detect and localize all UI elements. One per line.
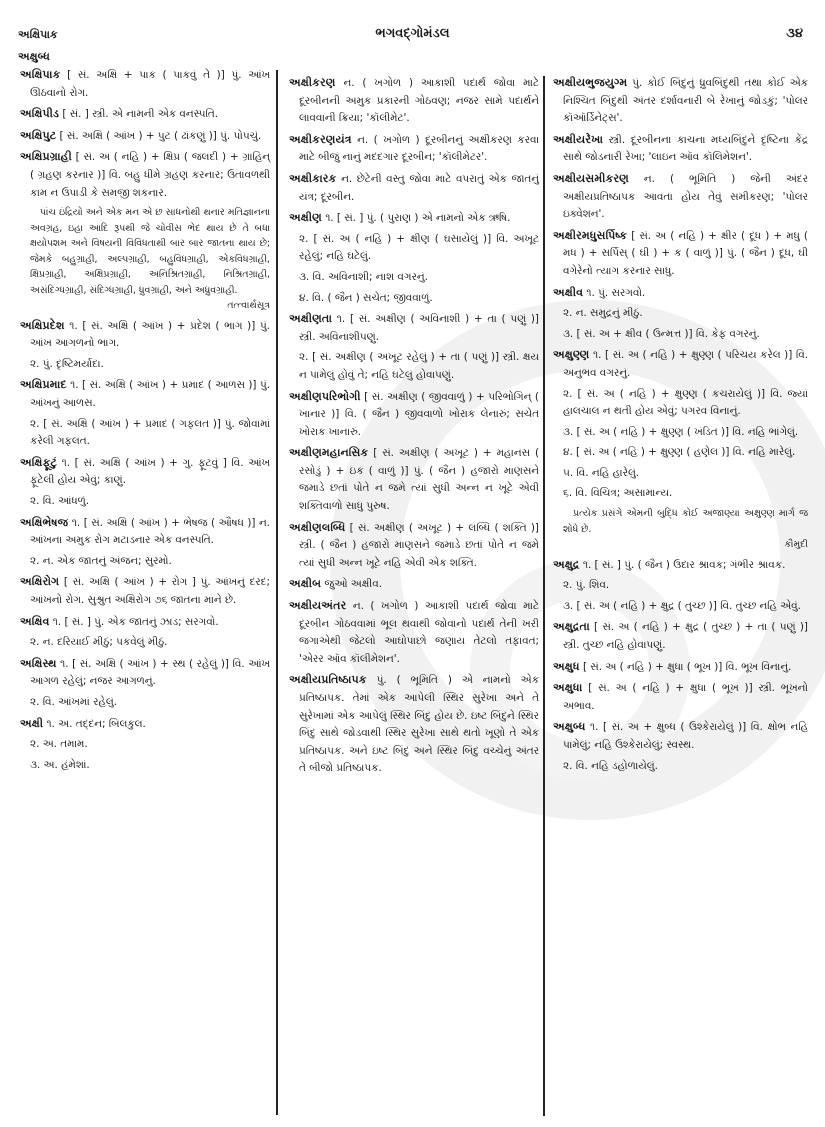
definition: પું. ( ભૂમિતિ ) એ નામનો એક પ્રતિષ્ઠાપક. તેમાં એક આપેલી સ્થિર સુરેખા અને તે સુરેખામાં એક આપેલું સ્થિર બિંદુ હોય છે. ઇષ્ટ બિંદુને સ્થિર બિંદુ સાથે જોડવાથી સ્થિર સુરેખા સાથે થતો ખૂણો તે એક પ્રતિષ્ઠાપક. અને ઇષ્ટ બિંદુ અને સ્થિર બિંદુ વચ્ચેનું અંતર તે બીજો પ્રતિષ્ઠાપક. bbox=[299, 674, 539, 775]
definition: [ સં. અ ( નહિ ) + ક્ષિપ્ર ( જલદી ) + ગ્રાહિન્ ( ગ્રહણ કરનાર )] વિ. બહુ ધીમે ગ્રહણ કરનાર; ઉતાવળથી કામ ન ઉપાડી કે સમજી શકનાર. bbox=[30, 151, 270, 199]
headword: અક્ષિફૂટું bbox=[20, 455, 57, 469]
definition: ૧. [ સં. અક્ષિ ( આંખ ) + પ્રદેશ ( ભાગ )] પું. આંખ આગળનો ભાગ. bbox=[30, 319, 270, 350]
definition: [ સં. ] સ્ત્રી. એ નામની એક વનસ્પતિ. bbox=[62, 108, 219, 121]
headword: અક્ષીણમહાનસિક bbox=[289, 446, 369, 460]
sense: ૨. અ. તમામ. bbox=[30, 738, 88, 751]
definition: ૧. પું. સરગવો. bbox=[586, 286, 646, 299]
sense: ૨. [ સં. અક્ષિ ( આંખ ) + પ્રમાદ ( ગફલત )] પું. જોવામાં કરેલી ગફલત. bbox=[30, 417, 270, 448]
dictionary-entry bbox=[553, 170, 808, 224]
page-number: ૩૪ bbox=[786, 26, 803, 41]
sense: ૨. ન. એક જાતનું અંજન; સુરમો. bbox=[30, 554, 172, 567]
headword: અક્ષિપાક bbox=[20, 68, 61, 81]
quote-text: પાંચ ઇંદ્રિયો અને એક મન એ છ સાધનોથી થનાર મતિજ્ઞાનના અવગ્રહ, ઇહા આદિ રૂપથી જે ચોવીસ ભેદ થાય છે તે બધા ક્ષયોપશમ અને વિષયની વિવિધતાથી બાર બાર જાતના થાય છે; જેમકે બહુગ્રાહી, અલ્પગ્રાહી, બહુવિધગ્રાહી, એકવિધગ્રાહી, ક્ષિપ્રગ્રાહી, અક્ષિપ્રગ્રાહી, અનિશ્રિતગ્રાહી, નિશ્રિતગ્રાહી, અસંદિગ્ધગ્રાહી, સંદિગ્ધગ્રાહી, ધ્રુવગ્રાહી, અને અધ્રુવગ્રાહી. bbox=[30, 207, 270, 296]
dictionary-entry bbox=[20, 454, 270, 490]
definition: [ સં. અ ( નહિ ) + ક્ષુધા ( ભૂખ )] સ્ત્રી. ભૂખનો અભાવ. bbox=[563, 682, 808, 712]
sense: ૩. [ સં. અ ( નહિ ) + ક્ષુદ્ર ( તુચ્છ )] વિ. તુચ્છ નહિ એવું. bbox=[563, 599, 801, 612]
quote-source: તત્ત્વાર્થસૂત્ર bbox=[227, 300, 270, 312]
dictionary-entry bbox=[289, 209, 539, 228]
dictionary-entry bbox=[553, 718, 808, 754]
definition: ૧. [ સં. અક્ષિ ( આંખ ) + ભેષજ ( ઔષધ )] ન. આંખના અમુક રોગ મટાડનાર એક વનસ્પતિ. bbox=[30, 516, 270, 547]
quote-text: પ્રત્યેક પ્રસંગે એમની બુદ્ધિ કોઈ અજાણ્યા અક્ષુણ્ણ માર્ગ જ શોધે છે. bbox=[563, 508, 808, 535]
headword: અક્ષીયપ્રતિષ્ઠાપક bbox=[289, 673, 367, 687]
definition: ૧. [ સં. ] પું. ( પુરાણ ) એ નામનો એક ઋષિ. bbox=[325, 212, 511, 225]
dictionary-entry bbox=[289, 575, 539, 594]
headword: અક્ષુધા bbox=[553, 681, 583, 695]
dictionary-entry bbox=[289, 388, 539, 442]
dictionary-entry bbox=[289, 671, 539, 778]
dictionary-entry bbox=[289, 444, 539, 515]
usage-quote bbox=[563, 506, 808, 553]
headword: અક્ષિપ્રદેશ bbox=[20, 318, 65, 332]
dictionary-entry bbox=[20, 715, 270, 734]
sense: ૨. પું. દૃષ્ટિમર્યાદા. bbox=[30, 357, 104, 370]
sense: ૫. વિ. નહિ હારેલું. bbox=[563, 466, 640, 479]
dictionary-entry bbox=[553, 658, 808, 677]
headword: અક્ષીણપરિભોગી bbox=[289, 389, 361, 403]
definition: [ સં. અક્ષીણ ( જીવવાળું ) + પરિભોગિન્ ( ખાનાર )] વિ. ( જૈન ) જીવવાળો ખોરાક લેનારું; સચેત ખોરાક ખાનારું. bbox=[299, 390, 539, 438]
sense: ૨. વિ. નહિ ડહોળાયેલું. bbox=[563, 759, 658, 772]
definition: ન. ( ભૂમિતિ ) જેની અંદર અક્ષીયપ્રતિષ્ઠાપક આવતા હોય તેવું સમીકરણ; 'પોલર ઇક્વેશન'. bbox=[563, 172, 808, 221]
guide-word-left: અક્ષિપાક bbox=[18, 28, 58, 41]
quote-source: કૌમુદી bbox=[784, 539, 808, 551]
guide-word-right: અક્ષુબ્ધ bbox=[18, 50, 50, 63]
headword: અક્ષીબ bbox=[289, 577, 322, 591]
definition: [ સં. અ ( નહિ ) + ક્ષીર ( દૂધ ) + મધુ ( મધ ) + સર્પિસ્ ( ઘી ) + ક ( વાળું )] પું. ( જૈન ) દૂધ, ઘી વગેરેનો ત્યાગ કરનાર સાધુ. bbox=[563, 229, 808, 277]
dictionary-entry bbox=[20, 376, 270, 412]
page-header bbox=[0, 26, 825, 48]
dictionary-entry bbox=[20, 127, 270, 146]
dictionary-entry bbox=[553, 227, 808, 281]
definition: [ સં. અક્ષિ ( આંખ ) + રોગ ] પું. આંખનું દરદ; આંખનો રોગ. સુશ્રુત અક્ષિરોગ ૭૬ જાતના માને છે. bbox=[30, 576, 270, 606]
headword: અક્ષિસ્થ bbox=[20, 656, 57, 670]
dictionary-entry bbox=[553, 618, 808, 654]
headword: અક્ષીરમધુસર્પિષ્ક bbox=[553, 228, 628, 242]
sense: ૬. વિ. વિચિત્ર; અસામાન્ય. bbox=[563, 487, 673, 500]
headword: અક્ષિપુટ bbox=[20, 128, 57, 142]
definition: ૧. [ સં. અક્ષિ ( આંખ ) + સ્થ ( રહેલું )] વિ. આંખ આગળ રહેલું; નજર આગળનું. bbox=[30, 657, 270, 688]
definition: જુઓ અક્ષીવ. bbox=[324, 578, 383, 591]
dictionary-column-2 bbox=[289, 74, 539, 781]
sense: ૨. ન. સમુદ્રનું મીઠું. bbox=[563, 307, 643, 320]
definition: [ સં. અ ( નહિ ) + ક્ષુધા ( ભૂખ )] વિ. ભૂખ વિનાનું. bbox=[582, 660, 792, 673]
definition: ૧. અ. તદ્દન; બિલકુલ. bbox=[46, 717, 146, 730]
definition: [ સં. અક્ષીણ ( અખૂટ ) + મહાનસ ( રસોડું ) + ઇક ( વાળું )] પું. ( જૈન ) હજારો માણસને જમાડે છતાં પોતે ન જમે ત્યાં સુધી અન્ન ન ખૂટે એવી શક્તિવાળો સાધુ પુરુષ. bbox=[299, 447, 539, 513]
definition: [ સં. અ ( નહિ ) + ક્ષુદ્ર ( તુચ્છ ) + તા ( પણું )] સ્ત્રી. તુચ્છ નહિ હોવાપણું. bbox=[563, 621, 808, 651]
definition: [ સં. અક્ષીણ ( અખૂટ ) + લબ્ધિ ( શક્તિ )] સ્ત્રી. ( જૈન ) હજારો માણસને જમાડે છતાં પોતે ન જમે ત્યાં સુધી અન્ન ખૂટે નહિ એવી એક શક્તિ. bbox=[299, 521, 539, 569]
headword: અક્ષીણતા bbox=[289, 312, 333, 326]
headword: અક્ષીકરણયંત્ર bbox=[289, 132, 352, 146]
sense: ૨. વિ. આંખમાં રહેલું. bbox=[30, 695, 117, 708]
column-divider bbox=[276, 70, 278, 1115]
dictionary-entry bbox=[20, 514, 270, 550]
headword: અક્ષીણલબ્ધિ bbox=[289, 520, 346, 534]
dictionary-entry bbox=[553, 556, 808, 575]
page-title: ભગવદ્ગોમંડલ bbox=[375, 26, 450, 41]
definition: ૧. [ સં. ] પું. ( જૈન ) ઉદાર શ્રાવક; ગંભીર શ્રાવક. bbox=[582, 558, 786, 571]
definition: [ સં. અક્ષિ ( આંખ ) + પુટ ( ઢાંકણું )] પું. પોપચું. bbox=[59, 129, 262, 142]
headword: અક્ષીયરેખા bbox=[553, 132, 604, 146]
dictionary-entry bbox=[20, 317, 270, 353]
dictionary-entry bbox=[289, 74, 539, 128]
dictionary-entry bbox=[289, 310, 539, 346]
definition: સ્ત્રી. દૂરબીનના કાચના મધ્યબિંદુને દૃષ્ટિના કેંદ્ર સાથે જોડનારી રેખા; 'લાઇન ઑવ કૉલિમેશન'. bbox=[563, 133, 808, 164]
headword: અક્ષીણ bbox=[289, 211, 322, 225]
headword: અક્ષીકરણ bbox=[289, 76, 336, 89]
sense: ૩. વિ. અવિનાશી; નાશ વગરનું. bbox=[299, 270, 428, 283]
dictionary-entry bbox=[553, 131, 808, 167]
dictionary-entry bbox=[553, 346, 808, 382]
dictionary-entry bbox=[20, 655, 270, 691]
definition: ન. ( ખગોળ ) આકાશી પદાર્થ જોવા માટે દૂરબીન ગોઠવવામાં ભૂલ થવાથી જોવાનો પદાર્થ તેની ખરી જગાએથી જેટલો આઘોપાછો જણાય તેટલો તફાવત; 'એરર ઑવ કૉલીમેશન'. bbox=[299, 600, 539, 665]
sense: ૨. [ સં. અ ( નહિ ) + ક્ષુણ્ણ ( કચરાયેલું )] વિ. જ્યાં હાલચાલ ન થતી હોય એવું; પગરવ વિનાનું. bbox=[563, 387, 808, 418]
definition: ૧. [ સં. અક્ષિ ( આંખ ) + પ્રમાદ ( આળસ )] પું. આંખનું આળસ. bbox=[30, 379, 270, 410]
headword: અક્ષીયભુજયુગ્મ bbox=[553, 76, 628, 89]
sense: ૪. વિ. ( જૈન ) સચેત; જીવવાળું. bbox=[299, 291, 433, 304]
dictionary-column-3 bbox=[553, 74, 808, 778]
dictionary-entry bbox=[553, 284, 808, 303]
dictionary-entry bbox=[289, 519, 539, 573]
definition: ૧. [ સં. અ ( નહિ ) + ક્ષુણ્ણ ( પરિચય કરેલ )] વિ. અનુભવ વગરનું. bbox=[563, 349, 808, 379]
headword: અક્ષિવ bbox=[20, 614, 50, 628]
sense: ૩. [ સં. અ + ક્ષીવ ( ઉન્મત્ત )] વિ. કેફ વગરનું. bbox=[563, 327, 760, 340]
headword: અક્ષિભેષજ bbox=[20, 515, 69, 529]
dictionary-entry bbox=[20, 66, 270, 102]
column-divider bbox=[543, 76, 545, 1116]
dictionary-entry bbox=[20, 105, 270, 124]
headword: અક્ષિપીડ bbox=[20, 107, 60, 121]
dictionary-entry bbox=[289, 131, 539, 167]
sense: ૨. ન. દરિયાઈ મીઠું; પકવેલું મીઠું. bbox=[30, 636, 168, 649]
dictionary-entry bbox=[289, 597, 539, 668]
headword: અક્ષુદ્રતા bbox=[553, 620, 590, 634]
headword: અક્ષિપ્રગ્રાહી bbox=[20, 150, 72, 164]
dictionary-column-1 bbox=[20, 66, 270, 777]
usage-quote bbox=[30, 205, 270, 314]
definition: ન. ( ખગોળ ) દૂરબીનનું અક્ષીકરણ કરવા માટે બીજું નાનું મદદગાર દૂરબીન; 'કૉલીમેટર'. bbox=[299, 133, 539, 164]
sense: ૨. પું. શિવ. bbox=[563, 579, 610, 592]
headword: અક્ષીવ bbox=[553, 285, 584, 299]
headword: અક્ષિપ્રમાદ bbox=[20, 378, 67, 392]
dictionary-entry bbox=[20, 573, 270, 609]
headword: અક્ષીયસમીકરણ bbox=[553, 171, 629, 185]
definition: પું. કોઈ બિંદુનું ધ્રુવબિંદુથી તથા કોઈ એક નિશ્ચિત બિંદુથી અંતર દર્શાવનારી બે રેખાનું જોડકું; 'પોલર કૉઑર્ડિનેટ્સ'. bbox=[563, 77, 808, 125]
headword: અક્ષુદ્ર bbox=[553, 557, 580, 571]
headword: અક્ષીકારક bbox=[289, 171, 337, 185]
headword: અક્ષુધ bbox=[553, 659, 580, 673]
definition: [ સં. અક્ષિ + પાક ( પાકવું તે )] પું. આંખ ઊઠવાનો રોગ. bbox=[30, 69, 270, 99]
definition: ૧. [ સં. ] પું. એક જાતનું ઝાડ; સરગવો. bbox=[52, 615, 219, 628]
definition: ૧. [ સં. અક્ષિ ( આંખ ) + ગુ. ફૂટવું ] વિ. આંખ ફૂટેલી હોય એવું; કાણું. bbox=[30, 456, 270, 487]
headword: અક્ષુબ્ધ bbox=[553, 720, 586, 734]
dictionary-entry bbox=[289, 170, 539, 206]
sense: ૨. [ સં. અક્ષીણ ( અખૂટ રહેલું ) + તા ( પણું )] સ્ત્રી. ક્ષય ન પામેલું હોવું તે; નહિ ઘટેલું હોવાપણું. bbox=[299, 351, 539, 381]
definition: ૧. [ સં. અ + ક્ષુબ્ધ ( ઉશ્કેરાયેલું )] વિ. ક્ષોભ નહિ પામેલું; નહિ ઉશ્કેરાયેલું; સ્વસ્થ. bbox=[563, 721, 808, 751]
dictionary-entry bbox=[553, 679, 808, 715]
definition: ૧. [ સં. અક્ષીણ ( અવિનાશી ) + તા ( પણું )] સ્ત્રી. અવિનાશીપણું. bbox=[299, 313, 539, 343]
definition: ન. છેટેની વસ્તુ જોવા માટે વપરાતું એક જાતનું યંત્ર; દૂરબીન. bbox=[299, 172, 539, 203]
sense: ૨. વિ. આંધળું. bbox=[30, 495, 89, 507]
sense: ૩. અ. હંમેશાં. bbox=[30, 758, 90, 771]
sense: ૪. [ સં. અ ( નહિ ) + ક્ષુણ્ણ ( હણેલ )] વિ. નહિ મારેલું. bbox=[563, 446, 796, 459]
dictionary-entry bbox=[553, 74, 808, 128]
definition: ન. ( ખગોળ ) આકાશી પદાર્થ જોવા માટે દૂરબીનની અમુક પ્રકારની ગોઠવણ; નજર સામે પદાર્થને લાવવાની ક્રિયા; 'કૉલીમેટ'. bbox=[299, 77, 539, 125]
headword: અક્ષીયઅંતર bbox=[289, 599, 347, 613]
sense: ૩. [ સં. અ ( નહિ ) + ક્ષુણ્ણ ( ખંડિત )] વિ. નહિ ભાંગેલું. bbox=[563, 425, 799, 438]
headword: અક્ષુણ્ણ bbox=[553, 348, 590, 362]
dictionary-entry bbox=[20, 613, 270, 632]
dictionary-entry bbox=[20, 148, 270, 202]
headword: અક્ષિરોગ bbox=[20, 575, 60, 589]
sense: ૨. [ સં. અ ( નહિ ) + ક્ષીણ ( ઘસાયેલું )] વિ. અખૂટ રહેલું; નહિ ઘટેલું. bbox=[299, 232, 539, 263]
headword: અક્ષી bbox=[20, 716, 44, 730]
